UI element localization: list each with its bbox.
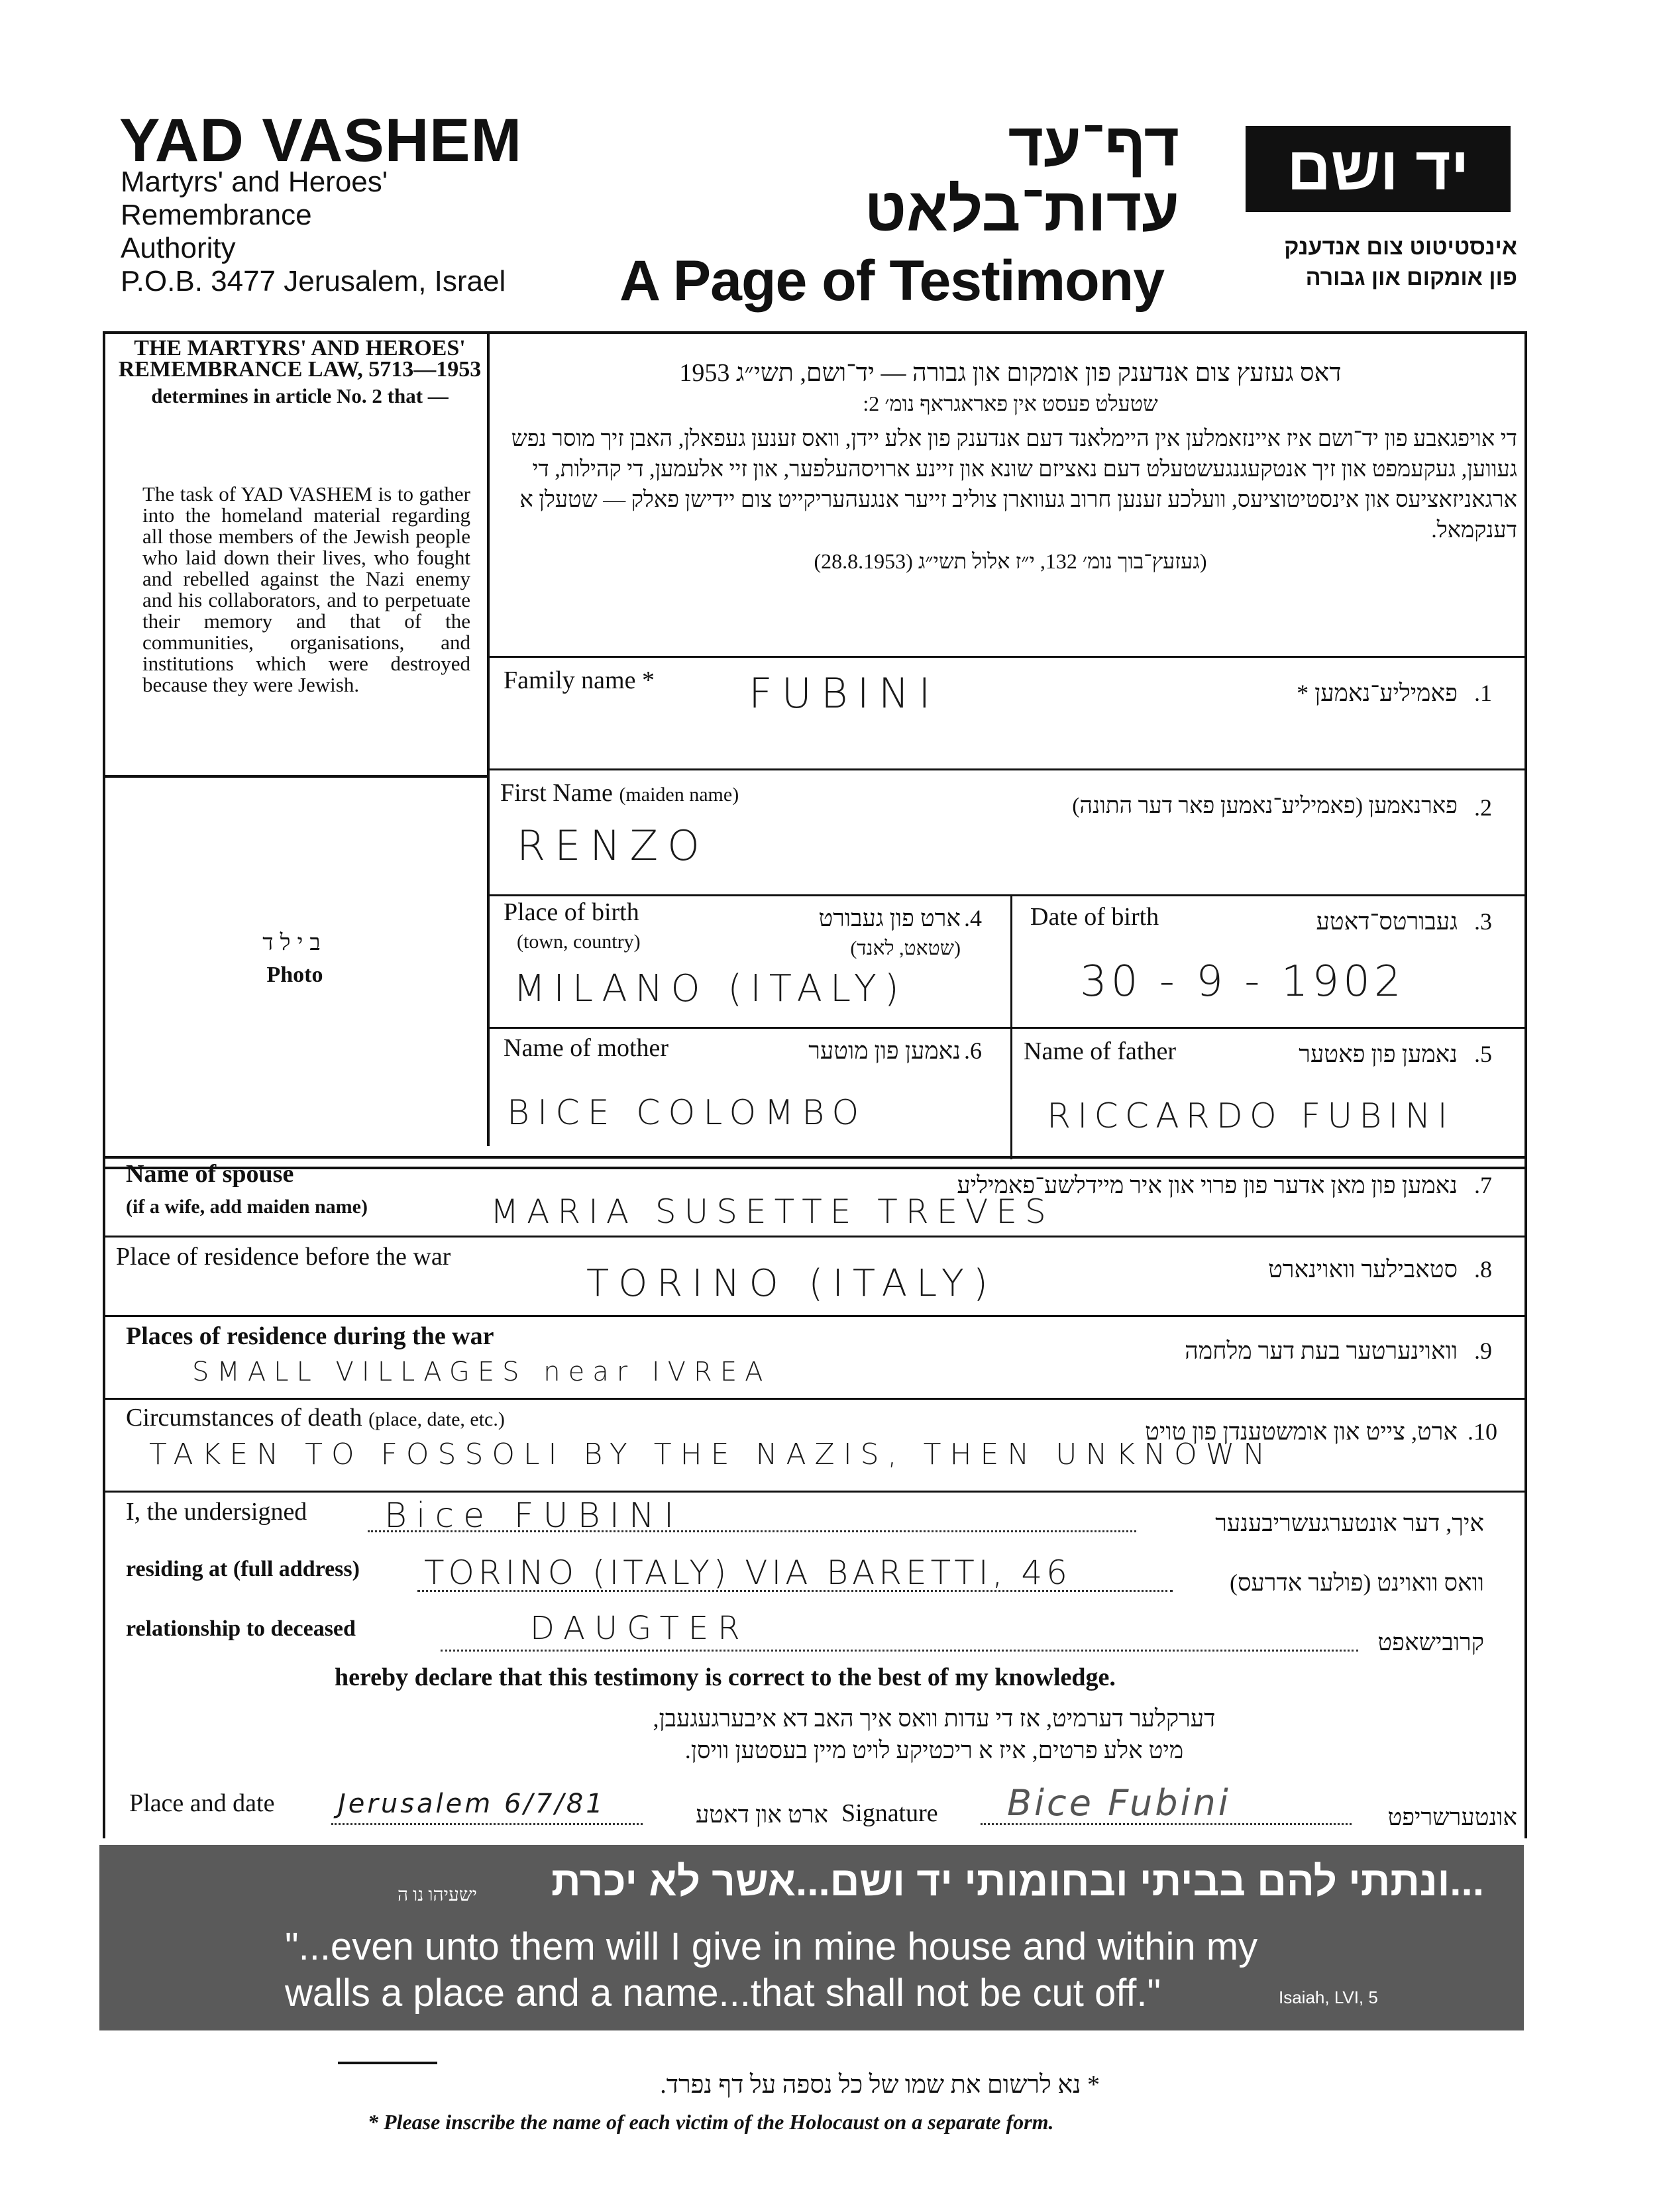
relationship-value[interactable]: DAUGTER [530,1610,749,1647]
date-of-birth-label: Date of birth [1030,903,1159,931]
circumstances-label [126,1403,505,1432]
place-of-birth-label: Place of birth [504,898,639,926]
family-name-label: Family name * [504,666,655,694]
relationship-label: relationship to deceased [126,1616,356,1641]
undersigned-value[interactable]: Bice FUBINI [384,1496,684,1536]
field-number: .9 [1474,1338,1492,1364]
banner-english-line: "...even unto them will I give in mine house and within my [285,1925,1258,1968]
law-task-text: The task of YAD VASHEM is to gather into the homeland material regarding all those members of the Jewish people who laid down their lives, who fought and rebelled against the Nazi enemy and his collaborators, and to perpetuate their memory and that of the communities, organisations, and institutions which were destroyed because they were Jewish. [142,482,470,696]
lower-frame-left [103,1156,105,1838]
first-name-label-sub: (maiden name) [619,784,739,806]
field-number: .7 [1474,1172,1492,1198]
spouse-hebrew: נאמען פון מאן אדער פון פרוי און איר מיידלשע־פאמיליע [957,1172,1458,1198]
mother-name-value[interactable]: BICE COLOMBO [507,1093,867,1133]
field-number: .5 [1474,1041,1492,1067]
footnote-hebrew: * נא לרשום את שמו של כל נספה על דף נפרד. [660,2071,1100,2099]
relationship-hebrew: קרובישאפט [1377,1629,1484,1656]
first-name-label-text: First Name [500,779,613,807]
declaration-statement: hereby declare that this testimony is correct to the best of my knowledge. [335,1663,1116,1691]
residing-value[interactable]: TORINO (ITALY) VIA BARETTI, 46 [424,1554,1071,1592]
institute-line: אינסטיטוט צום אנדענק [1284,235,1517,260]
row-divider [103,1491,1527,1493]
hebrew-title-line: עדות־בלאט [864,176,1179,244]
row-divider [488,656,1527,658]
first-name-hebrew: פארנאמען (פאמיליע־נאמען פאר דער התונה) [1072,794,1458,818]
org-subtitle-line: Martyrs' and Heroes' [121,166,388,198]
signature-label: Signature [841,1799,938,1827]
hebrew-title-line: דף־עד [1008,111,1179,179]
mother-name-hebrew: נאמען פון מוטער [808,1037,961,1064]
place-date-value[interactable]: Jerusalem 6/7/81 [338,1789,606,1819]
hebrew-title [769,113,1179,242]
scripture-banner [99,1845,1524,2030]
page-title: A Page of Testimony [619,249,1165,313]
row-divider [103,1236,1527,1238]
photo-area [229,931,361,988]
row-divider [103,1315,1527,1317]
residence-during-value[interactable]: SMALL VILLAGES near IVREA [192,1357,771,1387]
spouse-label: Name of spouse [126,1160,294,1188]
relationship-line [441,1650,1358,1652]
place-of-birth-hebrew: ארט פון געבורט [818,905,961,931]
father-name-label: Name of father [1024,1037,1176,1065]
law-heading [116,338,484,407]
row-divider [103,1156,1527,1159]
spouse-label-sub: (if a wife, add maiden name) [126,1196,368,1218]
declaration-hebrew-line: דערקלער דערמיט, אז די עדות וואס איך האב דא איבערגעגעבן, [653,1705,1216,1732]
declaration-hebrew-line: מיט אלע פרטים, איז א ריכטיקע לויט מיין בעסטען וויסן. [684,1737,1184,1764]
footnote-english: * Please inscribe the name of each victim of the Holocaust on a separate form. [368,2110,1054,2134]
residence-before-label: Place of residence before the war [116,1243,451,1271]
circumstances-label-sub: (place, date, etc.) [368,1408,505,1430]
banner-hebrew: ...ונתתי להם בביתי ובחומותי יד ושם...אשר לא יכרת [551,1859,1484,1905]
left-column-divider [487,331,490,1146]
residing-label: residing at (full address) [126,1557,360,1581]
field-number: .2 [1474,794,1492,821]
declaration-hebrew [398,1703,1471,1766]
org-name: YAD VASHEM [119,107,523,174]
banner-english-line: walls a place and a name...that shall not be cut off." [285,1972,1161,2015]
banner-hebrew-reference: ישעיהו נו ה [398,1885,477,1905]
field-number: .4 [964,905,982,931]
place-date-label: Place and date [129,1789,275,1817]
banner-english-reference: Isaiah, LVI, 5 [1279,1987,1378,2007]
law-determines: determines in article No. 2 that — [151,384,449,407]
circumstances-label-text: Circumstances of death [126,1404,362,1432]
place-date-line [331,1823,643,1825]
org-subtitle-line: Remembrance [121,199,312,231]
row-divider [488,1027,1527,1029]
residence-before-value[interactable]: TORINO (ITALY) [586,1262,997,1305]
date-of-birth-hebrew: געבורטס־דאטע [1316,908,1458,935]
org-subtitle-line: Authority [121,232,236,264]
field-number: .8 [1474,1256,1492,1283]
mother-name-label: Name of mother [504,1034,669,1062]
institute-name [1226,232,1517,293]
lower-frame-right [1524,1156,1527,1838]
signature-value[interactable]: Bice Fubini [1007,1782,1231,1824]
footnote-rule [338,2062,437,2064]
residence-during-label: Places of residence during the war [126,1322,494,1350]
circumstances-value[interactable]: TAKEN TO FOSSOLI BY THE NAZIS, THEN UNKNOWN [149,1438,1274,1471]
family-name-value[interactable]: FUBINI [749,669,940,717]
row-divider [103,1398,1527,1400]
photo-label: Photo [266,963,323,987]
residence-before-hebrew: סטאבילער וואוינארט [1268,1256,1458,1283]
circumstances-hebrew: ארט, צייט און אומשטענדן פון טויט [1145,1418,1458,1445]
org-address: P.O.B. 3477 Jerusalem, Israel [121,265,506,297]
institute-line: פון אומקום און גבורה [1305,265,1517,290]
father-name-hebrew: נאמען פון פאטער [1299,1041,1458,1067]
undersigned-hebrew: איך, דער אונטערגעשריבענער [1215,1510,1484,1536]
law-hebrew-line: די אויפגאבע פון יד־ושם איז איינזאמלען אין היימלאנד דעם אנדענק פון אלע יידן, וואס זענען געפאלן, האבן זיך מוסר נפש געווען, געקעמפט און זיך אנטקעגנגעשטעלט דעם נאציזם שונא און זיינע ארויסהעלפער, און זיי אלעמען, די קהילות, די ארגאניזאציעס און אינסטיטוציעס, וועלכע זענען חרוב געווארן צוליב זייער אנגעהעריקייט צום יידישן פאלק — שטעלן א דענקמאל. [511,427,1517,543]
field-number: .3 [1474,908,1492,935]
field-number: .1 [1474,680,1492,706]
field-number: .6 [964,1037,982,1064]
law-hebrew-line: (געזעץ־בוך נומ׳ 132, י״ז אלול תשי״ג (28.8.1953) [814,549,1207,573]
row-divider [488,768,1527,770]
residence-during-hebrew: וואוינערטער בעת דער מלחמה [1185,1338,1458,1364]
first-name-value[interactable]: RENZO [517,821,709,870]
place-of-birth-value[interactable]: MILANO (ITALY) [513,967,907,1010]
yad-vashem-logo: יד ושם [1246,126,1511,212]
law-hebrew-line: שטעלט פעסט אין פאראגראף נומ׳ 2: [863,392,1158,415]
org-subtitle [121,166,388,265]
spouse-value[interactable]: MARIA SUSETTE TREVES [490,1192,1054,1231]
field-number: .10 [1468,1418,1497,1445]
father-name-value[interactable]: RICCARDO FUBINI [1047,1096,1454,1136]
row-divider [488,894,1527,896]
family-name-hebrew: פאמיליע־נאמען * [1297,680,1458,706]
signature-hebrew: אונטערשריפט [1387,1804,1517,1830]
place-of-birth-sub: (town, country) [517,931,641,953]
first-name-label [500,778,739,808]
law-photo-divider [103,775,488,778]
undersigned-label: I, the undersigned [126,1498,307,1526]
law-title: THE MARTYRS' AND HEROES' REMEMBRANCE LAW, 5713—1953 [118,336,482,382]
photo-hebrew: בילד [262,931,327,955]
place-of-birth-hebrew-sub: (שטאט, לאנד) [850,937,961,959]
residing-hebrew: וואס וואוינט (פולער אדרעס) [1229,1569,1484,1596]
place-date-hebrew: ארט און דאטע [695,1801,828,1828]
date-of-birth-value[interactable]: 30 - 9 - 1902 [1080,957,1405,1006]
law-hebrew-line: דאס געזעץ צום אנדענק פון אומקום און גבורה — יד־ושם, תשי״ג 1953 [679,359,1342,387]
law-hebrew [504,358,1517,576]
